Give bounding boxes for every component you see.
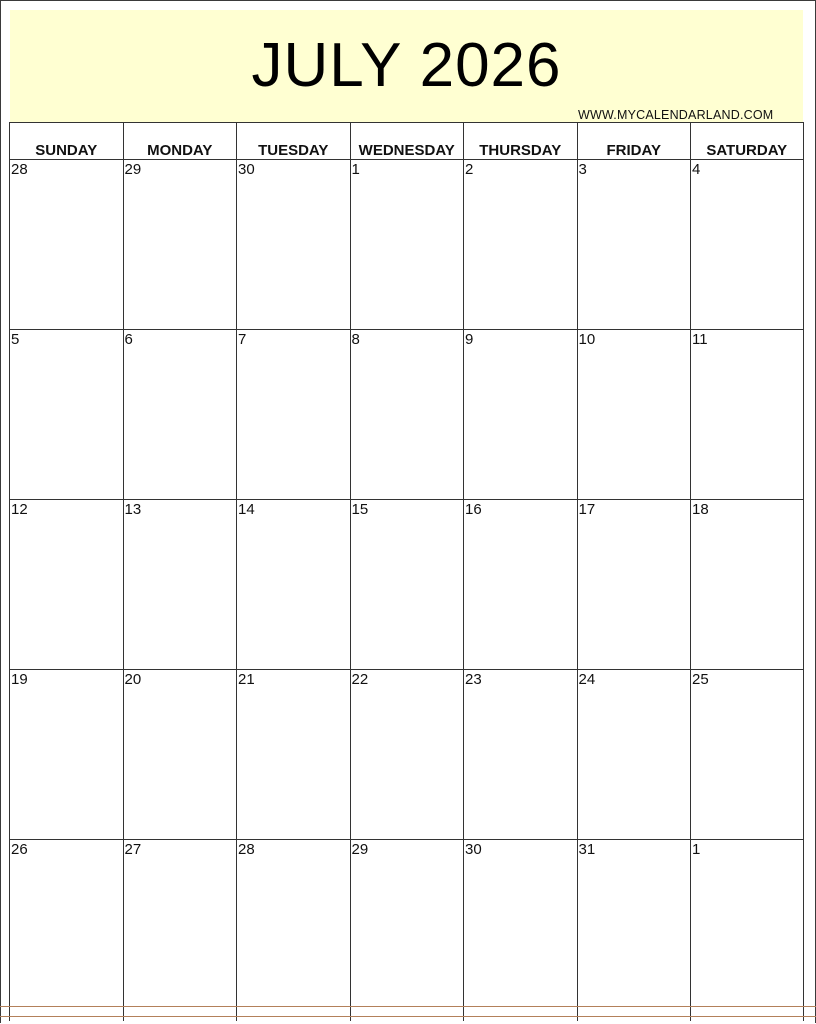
day-number: 1 [692,841,701,858]
day-number: 15 [351,501,369,518]
day-cell[interactable] [123,500,237,669]
day-cell[interactable] [463,160,577,329]
day-number: 21 [238,671,255,688]
day-cell[interactable] [350,160,464,329]
month-title: JULY 2026 [251,31,562,100]
bottom-rule [0,1016,816,1017]
day-cell[interactable] [463,330,577,499]
week-row [9,669,804,839]
day-number: 28 [238,841,255,858]
day-number: 11 [692,331,708,348]
day-number: 3 [578,161,587,178]
weekday-header: WEDNESDAY [350,122,464,160]
day-cell[interactable] [577,500,691,669]
day-number: 5 [11,331,20,348]
bottom-rule [0,1006,816,1007]
day-cell[interactable] [350,500,464,669]
day-cell[interactable] [123,840,237,1021]
day-number: 31 [578,841,596,858]
site-url[interactable]: WWW.MYCALENDARLAND.COM [578,108,774,122]
day-number: 19 [11,671,28,688]
day-number: 10 [578,331,596,348]
day-cell[interactable] [9,160,123,329]
day-cell[interactable] [9,500,123,669]
day-cell[interactable] [350,330,464,499]
day-cell[interactable] [690,160,804,329]
weekday-header: THURSDAY [463,122,577,160]
day-number: 30 [465,841,482,858]
day-cell[interactable] [577,670,691,839]
day-cell[interactable] [577,160,691,329]
day-number: 25 [692,671,709,688]
weekday-header-row [9,122,804,160]
day-cell[interactable] [236,160,350,329]
day-number: 7 [238,331,247,348]
day-cell[interactable] [463,500,577,669]
week-row [9,329,804,499]
week-rows [9,159,804,1021]
day-cell[interactable] [236,670,350,839]
day-number: 27 [124,841,142,858]
day-number: 22 [351,671,369,688]
day-number: 18 [692,501,709,518]
day-cell[interactable] [690,330,804,499]
day-cell[interactable] [123,330,237,499]
day-number: 24 [578,671,596,688]
weekday-header: SATURDAY [690,122,804,160]
week-row [9,159,804,329]
day-number: 23 [465,671,482,688]
day-number: 17 [578,501,596,518]
day-cell[interactable] [9,670,123,839]
day-cell[interactable] [463,840,577,1021]
day-cell[interactable] [9,330,123,499]
weekday-header: TUESDAY [236,122,350,160]
day-number: 6 [124,331,133,348]
day-cell[interactable] [690,670,804,839]
day-number: 12 [11,501,28,518]
day-number: 30 [238,161,255,178]
day-number: 9 [465,331,474,348]
day-cell[interactable] [350,670,464,839]
day-number: 29 [351,841,369,858]
weekday-header: SUNDAY [9,122,123,160]
calendar-grid [9,122,804,1018]
day-number: 20 [124,671,142,688]
day-cell[interactable] [690,500,804,669]
day-cell[interactable] [577,840,691,1021]
day-number: 26 [11,841,28,858]
day-cell[interactable] [236,840,350,1021]
day-number: 8 [351,331,360,348]
day-number: 28 [11,161,28,178]
day-number: 1 [351,161,360,178]
day-number: 14 [238,501,255,518]
day-cell[interactable] [9,840,123,1021]
week-row [9,839,804,1021]
weekday-header: FRIDAY [577,122,691,160]
day-cell[interactable] [350,840,464,1021]
day-cell[interactable] [577,330,691,499]
day-number: 29 [124,161,142,178]
day-cell[interactable] [236,330,350,499]
day-number: 4 [692,161,701,178]
day-number: 13 [124,501,142,518]
weekday-header: MONDAY [123,122,237,160]
day-cell[interactable] [690,840,804,1021]
day-cell[interactable] [463,670,577,839]
day-cell[interactable] [236,500,350,669]
day-number: 16 [465,501,482,518]
day-number: 2 [465,161,474,178]
day-cell[interactable] [123,160,237,329]
day-cell[interactable] [123,670,237,839]
week-row [9,499,804,669]
